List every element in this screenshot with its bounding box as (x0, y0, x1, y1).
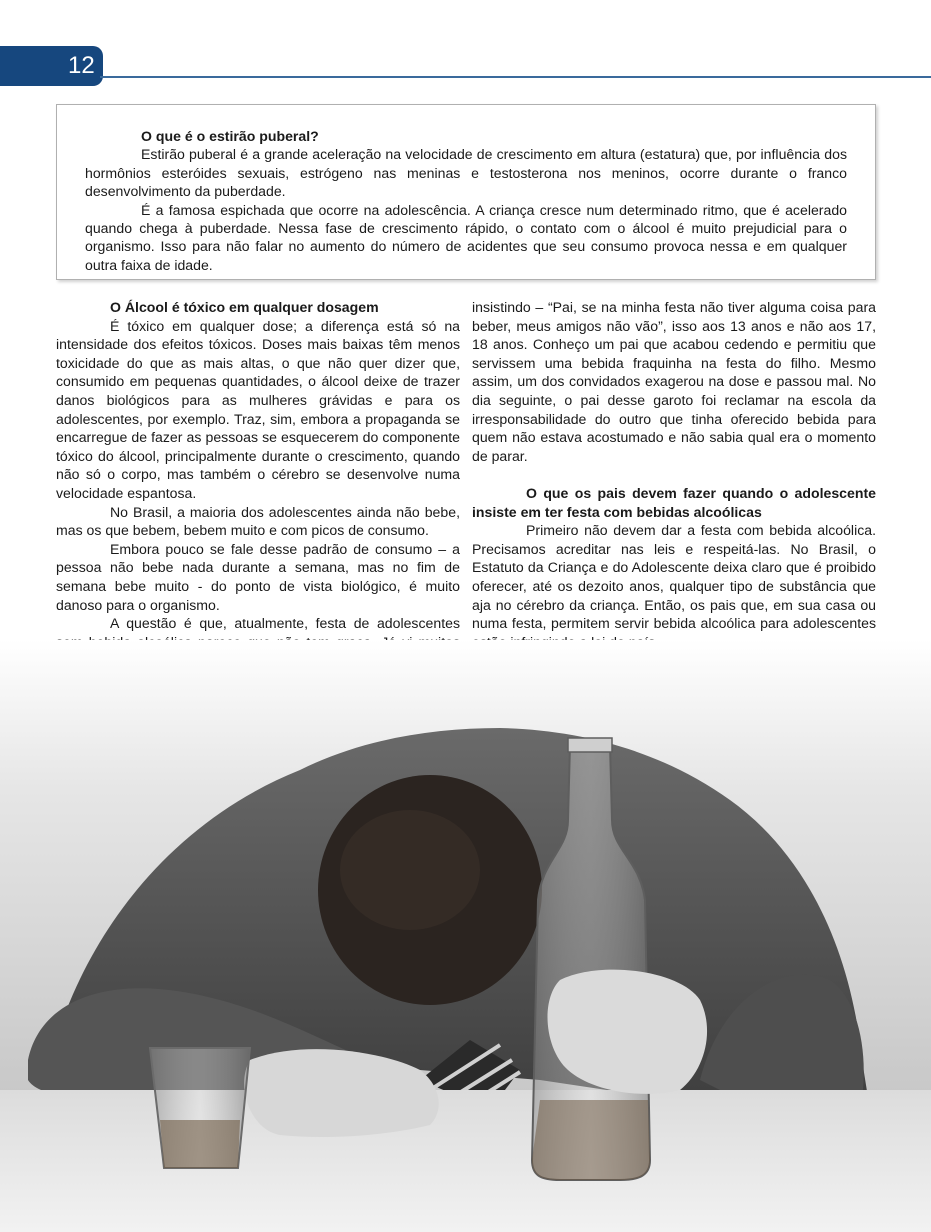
page-number-tab (0, 46, 103, 86)
paragraph: Primeiro não devem dar a festa com bebida alcoólica. Precisamos acreditar nas leis e respeitá-las. No Brasil, o Estatuto da Criança e do Adolescente deixa claro que é proibido oferecer, até os dezoito anos, qualquer tipo de substância que aja no cérebro da criança. Então, os pais que, em sua casa ou numa festa, permitem servir bebida alcoólica para adolescentes (472, 522, 876, 632)
info-box-title: O que é o estirão puberal? (141, 128, 319, 144)
paragraph: Embora pouco se fale desse padrão de consumo – a pessoa não bebe nada durante a semana, mas no fim de semana bebe muito - do ponto de vista biológico, é muito danoso para o organismo. (56, 540, 460, 613)
photo-drunk-teen (0, 640, 931, 1232)
right-column-title: O que os pais devem fazer quando o adolescente insiste em ter festa com bebidas alcoólicas (472, 484, 876, 520)
info-box-paragraph: É a famosa espichada que ocorre na adolescência. A criança cresce num determinado ritmo, que é acelerado quando chega à puberdade. Nessa fase de crescimento rápido, o contato com o álcool é muito prejudicial para o organismo. Isso para não falar no aumento do número de acidentes que seu consumo provoca nessa e em qualquer outra faixa de idade. (85, 201, 847, 273)
paragraph-continuation: insistindo – “Pai, se na minha festa não tiver alguma coisa para beber, meus amigos não vão”, isso aos 13 anos e não aos 17, 18 anos. Conheço um pai que acabou cedendo e permitiu que servissem uma bebida fraquinha na festa do filho. Mesmo assim, um dos convidados exagerou na dose e passou mal. No dia seguinte, o pai desse garoto foi reclamar na escola da irresponsabilidade do outro que tinha oferecido bebida para quem não estava acostumado e não sabia qual era o momento de parar. (472, 299, 876, 464)
left-column (56, 298, 460, 670)
info-box-paragraph: Estirão puberal é a grande aceleração na velocidade de crescimento em altura (estatura) que, por influência dos hormônios esteróides sexuais, estrógeno nas meninas e testosterona nos meninos, ocorre durante o franco desenvolvimento da puberdade. (85, 146, 847, 200)
paragraph: É tóxico em qualquer dose; a diferença está só na intensidade dos efeitos tóxicos. Doses mais baixas têm menos toxicidade do que as mais altas, o que não quer dizer que, consumido em pequenas quantidades, o álcool deixe de trazer danos biológicos para as mulheres grávidas e para os adolescentes, por exemplo. Traz, sim, embora a propaganda se encarregue de fazer as pessoas se esquecerem do componente tóxico do álcool, principalmente durante o crescimento, quando não só o corpo, mas também o cérebro se desenvolve numa velocidade espantosa. (56, 317, 460, 501)
right-column (472, 298, 876, 651)
paragraph: No Brasil, a maioria dos adolescentes ainda não bebe, mas os que bebem, bebem muito e com picos de consumo. (56, 503, 460, 539)
header-rule (100, 76, 931, 78)
paragraph: A questão é que, atualmente, festa de adolescentes (110, 615, 460, 632)
page-number: 12 (68, 52, 95, 79)
info-box (56, 104, 876, 280)
left-column-title: O Álcool é tóxico em qualquer dosagem (110, 299, 379, 315)
